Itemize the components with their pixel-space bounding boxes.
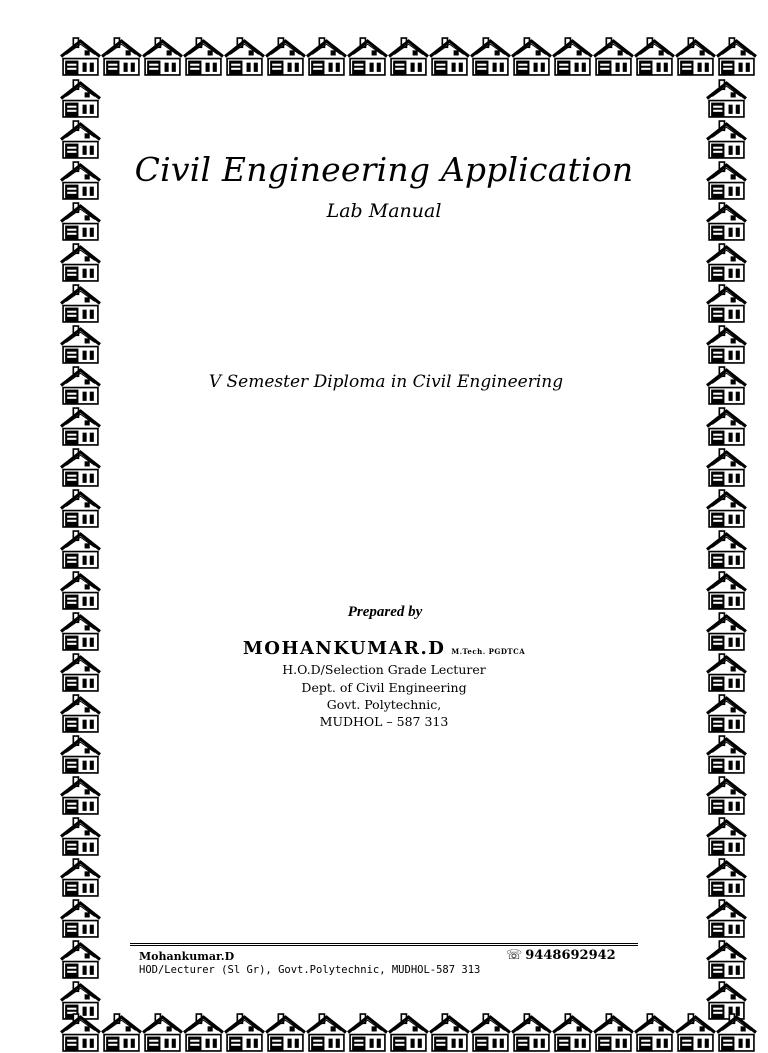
house-icon <box>706 857 747 898</box>
author-qualifications: M.Tech. PGDTCA <box>451 647 526 656</box>
house-icon <box>706 488 747 529</box>
house-icon <box>706 242 747 283</box>
prepared-by-label: Prepared by <box>347 604 423 620</box>
page-border-bottom <box>60 1012 757 1053</box>
footer-phone-number: 9448692942 <box>525 948 616 963</box>
footer-phone <box>506 948 616 963</box>
house-icon <box>706 447 747 488</box>
author-block <box>0 638 768 659</box>
house-icon <box>552 1012 593 1053</box>
author-location: MUDHOL – 587 313 <box>319 714 449 729</box>
house-icon <box>706 734 747 775</box>
house-icon <box>265 1012 306 1053</box>
house-icon <box>60 816 101 857</box>
house-icon <box>706 775 747 816</box>
author-designation: H.O.D/Selection Grade Lecturer <box>282 662 486 677</box>
house-icon <box>675 1012 716 1053</box>
house-icon <box>716 1012 757 1053</box>
telephone-icon: ☏ <box>506 948 523 963</box>
house-icon <box>511 1012 552 1053</box>
house-icon <box>675 36 716 77</box>
footer-address: HOD/Lecturer (Sl Gr), Govt.Polytechnic, MUDHOL-587 313 <box>139 964 481 976</box>
house-icon <box>60 447 101 488</box>
footer-divider <box>130 943 638 946</box>
house-icon <box>60 529 101 570</box>
house-icon <box>60 78 101 119</box>
house-icon <box>429 36 470 77</box>
house-icon <box>60 488 101 529</box>
house-icon <box>593 36 634 77</box>
house-icon <box>265 36 306 77</box>
house-icon <box>183 36 224 77</box>
house-icon <box>101 1012 142 1053</box>
house-icon <box>470 36 511 77</box>
house-icon <box>60 283 101 324</box>
house-icon <box>60 406 101 447</box>
house-icon <box>706 898 747 939</box>
document-subtitle: Lab Manual <box>326 200 442 222</box>
house-icon <box>347 1012 388 1053</box>
house-icon <box>388 36 429 77</box>
house-icon <box>224 36 265 77</box>
house-icon <box>142 36 183 77</box>
house-icon <box>306 36 347 77</box>
house-icon <box>60 1012 101 1053</box>
house-icon <box>224 1012 265 1053</box>
author-department: Dept. of Civil Engineering <box>301 680 467 695</box>
document-title: Civil Engineering Application <box>134 150 634 189</box>
author-institution: Govt. Polytechnic, <box>326 697 442 712</box>
semester-line: V Semester Diploma in Civil Engineering <box>208 372 564 392</box>
house-icon <box>706 78 747 119</box>
page-border-top <box>60 36 757 77</box>
house-icon <box>552 36 593 77</box>
house-icon <box>706 816 747 857</box>
house-icon <box>101 36 142 77</box>
house-icon <box>60 324 101 365</box>
house-icon <box>716 36 757 77</box>
house-icon <box>60 242 101 283</box>
house-icon <box>470 1012 511 1053</box>
house-icon <box>306 1012 347 1053</box>
author-name: MOHANKUMAR.D <box>242 638 446 659</box>
house-icon <box>593 1012 634 1053</box>
house-icon <box>183 1012 224 1053</box>
house-icon <box>60 898 101 939</box>
house-icon <box>388 1012 429 1053</box>
house-icon <box>706 406 747 447</box>
house-icon <box>429 1012 470 1053</box>
house-icon <box>142 1012 183 1053</box>
house-icon <box>706 324 747 365</box>
house-icon <box>60 939 101 980</box>
house-icon <box>511 36 552 77</box>
house-icon <box>60 734 101 775</box>
house-icon <box>60 775 101 816</box>
house-icon <box>60 857 101 898</box>
house-icon <box>706 529 747 570</box>
house-icon <box>634 1012 675 1053</box>
house-icon <box>60 36 101 77</box>
house-icon <box>706 283 747 324</box>
house-icon <box>634 36 675 77</box>
footer-name: Mohankumar.D <box>139 950 235 963</box>
house-icon <box>706 939 747 980</box>
house-icon <box>347 36 388 77</box>
